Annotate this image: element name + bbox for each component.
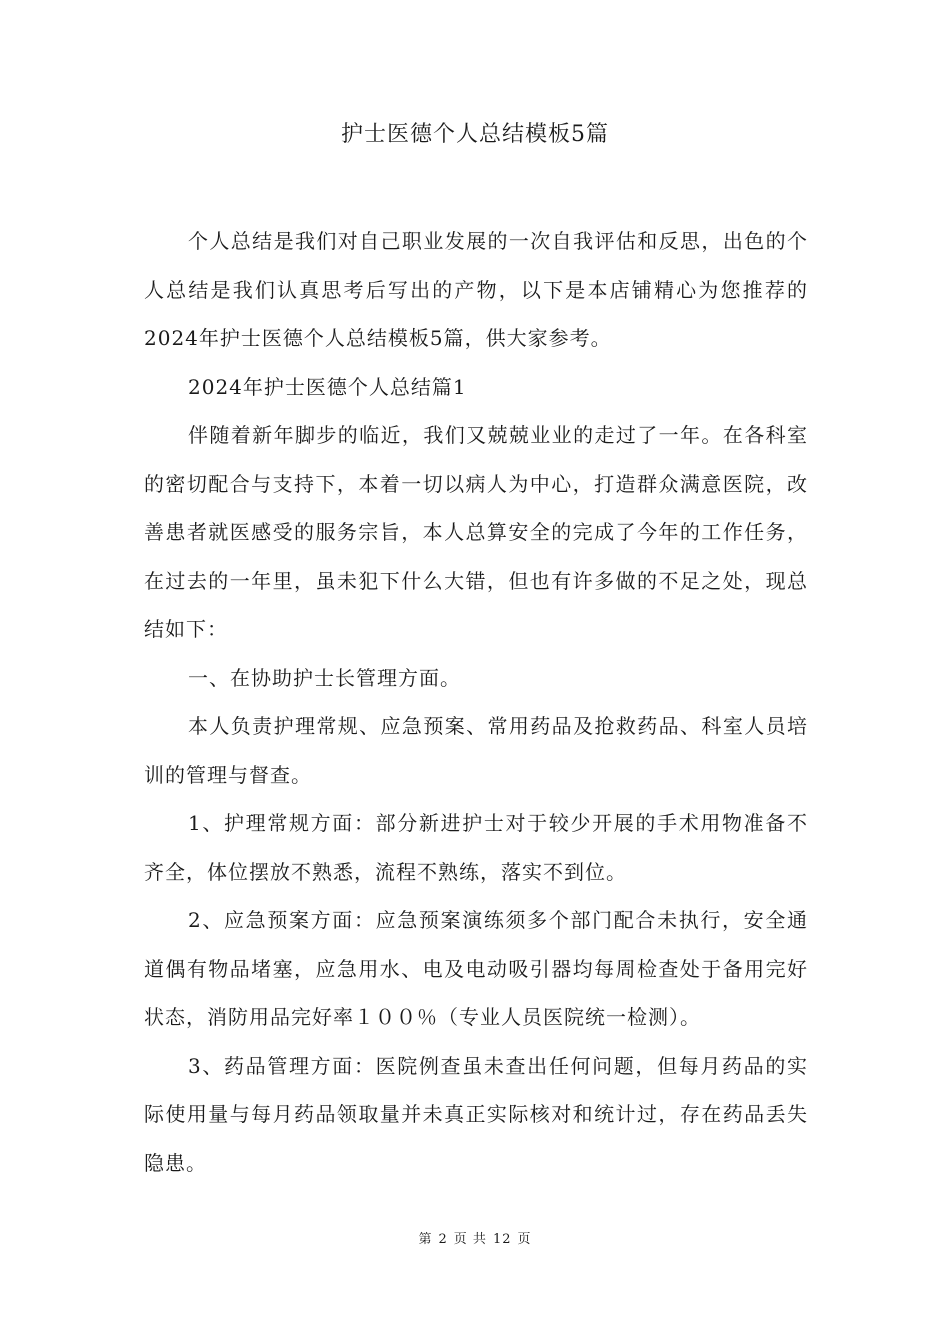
current-page-number: 2 bbox=[438, 1232, 448, 1247]
document-title: 护士医德个人总结模板5篇 bbox=[341, 122, 609, 147]
list-item: 2、应急预案方面：应急预案演练须多个部门配合未执行，安全通道偶有物品堵塞，应急用水、电及电动吸引器均每周检查处于备用完好状态，消防用品完好率１００％（专业人员医院统一检测）。 bbox=[144, 908, 808, 1029]
footer-prefix: 第 bbox=[418, 1232, 433, 1247]
section-heading: 2024年护士医德个人总结篇1 bbox=[188, 374, 467, 399]
body-paragraph: 本人负责护理常规、应急预案、常用药品及抢救药品、科室人员培训的管理与督查。 bbox=[144, 714, 808, 787]
document-body bbox=[144, 217, 808, 1187]
subsection-heading: 一、在协助护士长管理方面。 bbox=[188, 665, 461, 690]
footer-middle: 页 共 bbox=[453, 1232, 487, 1247]
list-item: 3、药品管理方面：医院例查虽未查出任何问题，但每月药品的实际使用量与每月药品领取量并未真正实际核对和统计过，存在药品丢失隐患。 bbox=[144, 1053, 808, 1175]
footer-suffix: 页 bbox=[517, 1232, 532, 1247]
body-paragraph: 伴随着新年脚步的临近，我们又兢兢业业的走过了一年。在各科室的密切配合与支持下，本着一切以病人为中心，打造群众满意医院，改善患者就医感受的服务宗旨，本人总算安全的完成了今年的工作任务，在过去的一年里，虽未犯下什么大错，但也有许多做的不足之处，现总结如下： bbox=[144, 423, 808, 641]
intro-paragraph: 个人总结是我们对自己职业发展的一次自我评估和反思，出色的个人总结是我们认真思考后写出的产物，以下是本店铺精心为您推荐的2024年护士医德个人总结模板5篇，供大家参考。 bbox=[144, 229, 808, 350]
page-footer bbox=[0, 1230, 950, 1250]
total-pages-number: 12 bbox=[492, 1232, 512, 1247]
list-item: 1、护理常规方面：部分新进护士对于较少开展的手术用物准备不齐全，体位摆放不熟悉，流程不熟练，落实不到位。 bbox=[144, 811, 808, 884]
